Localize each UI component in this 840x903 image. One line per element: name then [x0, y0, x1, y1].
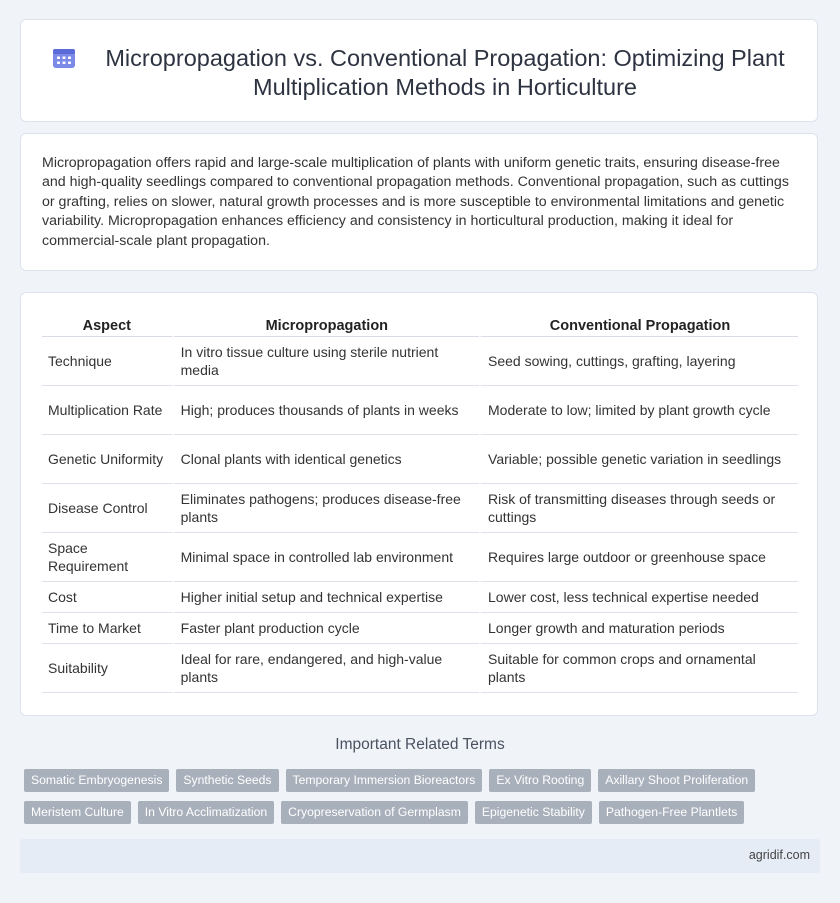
page-title: Micropropagation vs. Conventional Propagation: Optimizing Plant Multiplication Methods in Horticulture: [105, 45, 785, 100]
tag-epigenetic-stability[interactable]: Epigenetic Stability: [475, 801, 592, 824]
related-terms-tags-row2: [24, 801, 824, 824]
tag-synthetic-seeds[interactable]: Synthetic Seeds: [176, 769, 278, 792]
table-row: [42, 484, 798, 533]
table-cell-conventional: Risk of transmitting diseases through seeds or cuttings: [479, 484, 798, 533]
table-cell-micropropagation: Clonal plants with identical genetics: [172, 435, 479, 484]
table-row: [42, 435, 798, 484]
table-row: [42, 644, 798, 693]
table-cell-aspect: Time to Market: [42, 613, 172, 644]
related-terms-title: Important Related Terms: [335, 736, 505, 753]
table-cell-conventional: Lower cost, less technical expertise needed: [479, 582, 798, 613]
tag-pathogen-free-plantlets[interactable]: Pathogen-Free Plantlets: [599, 801, 744, 824]
table-cell-conventional: Variable; possible genetic variation in seedlings: [479, 435, 798, 484]
table-cell-micropropagation: High; produces thousands of plants in weeks: [172, 386, 479, 435]
table-cell-conventional: Suitable for common crops and ornamental plants: [479, 644, 798, 693]
footer-bar: [20, 839, 820, 873]
tag-meristem-culture[interactable]: Meristem Culture: [24, 801, 131, 824]
tag-somatic-embryogenesis[interactable]: Somatic Embryogenesis: [24, 769, 169, 792]
calendar-icon: [52, 47, 76, 69]
table-row: [42, 533, 798, 582]
table-cell-aspect: Genetic Uniformity: [42, 435, 172, 484]
column-header-conventional: Conventional Propagation: [479, 315, 798, 337]
table-row: [42, 582, 798, 613]
tag-cryopreservation-of-germplasm[interactable]: Cryopreservation of Germplasm: [281, 801, 468, 824]
table-cell-aspect: Suitability: [42, 644, 172, 693]
table-cell-micropropagation: Faster plant production cycle: [172, 613, 479, 644]
table-cell-aspect: Disease Control: [42, 484, 172, 533]
table-cell-aspect: Multiplication Rate: [42, 386, 172, 435]
table-cell-conventional: Requires large outdoor or greenhouse space: [479, 533, 798, 582]
tag-temporary-immersion-bioreactors[interactable]: Temporary Immersion Bioreactors: [286, 769, 483, 792]
tag-axillary-shoot-proliferation[interactable]: Axillary Shoot Proliferation: [598, 769, 755, 792]
table-row: [42, 613, 798, 644]
column-header-aspect: Aspect: [42, 315, 172, 337]
column-header-micropropagation: Micropropagation: [172, 315, 479, 337]
intro-paragraph: Micropropagation offers rapid and large-scale multiplication of plants with uniform genetic traits, ensuring disease-free and high-quality seedlings compared to conventional propagation methods. Conventional propagation, such as cuttings or grafting, relies on slower, natural growth processes and is more susceptible to environmental limitations and genetic variability. Micropropagation enhances efficiency and consistency in horticultural production, making it ideal for commercial-scale plant propagation.: [42, 155, 789, 249]
related-terms-tags: [24, 769, 824, 792]
tag-ex-vitro-rooting[interactable]: Ex Vitro Rooting: [489, 769, 591, 792]
table-cell-micropropagation: In vitro tissue culture using sterile nutrient media: [172, 337, 479, 386]
table-row: [42, 386, 798, 435]
table-header-row: [42, 315, 798, 337]
comparison-table: [42, 315, 798, 693]
table-cell-conventional: Seed sowing, cuttings, grafting, layering: [479, 337, 798, 386]
table-cell-micropropagation: Ideal for rare, endangered, and high-value plants: [172, 644, 479, 693]
table-row: [42, 337, 798, 386]
table-cell-conventional: Moderate to low; limited by plant growth cycle: [479, 386, 798, 435]
footer-domain-link[interactable]: agridif.com: [748, 848, 810, 862]
table-cell-aspect: Space Requirement: [42, 533, 172, 582]
table-cell-micropropagation: Eliminates pathogens; produces disease-free plants: [172, 484, 479, 533]
table-cell-micropropagation: Minimal space in controlled lab environment: [172, 533, 479, 582]
table-cell-conventional: Longer growth and maturation periods: [479, 613, 798, 644]
intro-card: [20, 133, 818, 271]
table-cell-aspect: Cost: [42, 582, 172, 613]
tag-in-vitro-acclimatization[interactable]: In Vitro Acclimatization: [138, 801, 274, 824]
table-cell-aspect: Technique: [42, 337, 172, 386]
comparison-table-card: [20, 292, 818, 716]
header-card: [20, 19, 818, 122]
table-cell-micropropagation: Higher initial setup and technical expertise: [172, 582, 479, 613]
